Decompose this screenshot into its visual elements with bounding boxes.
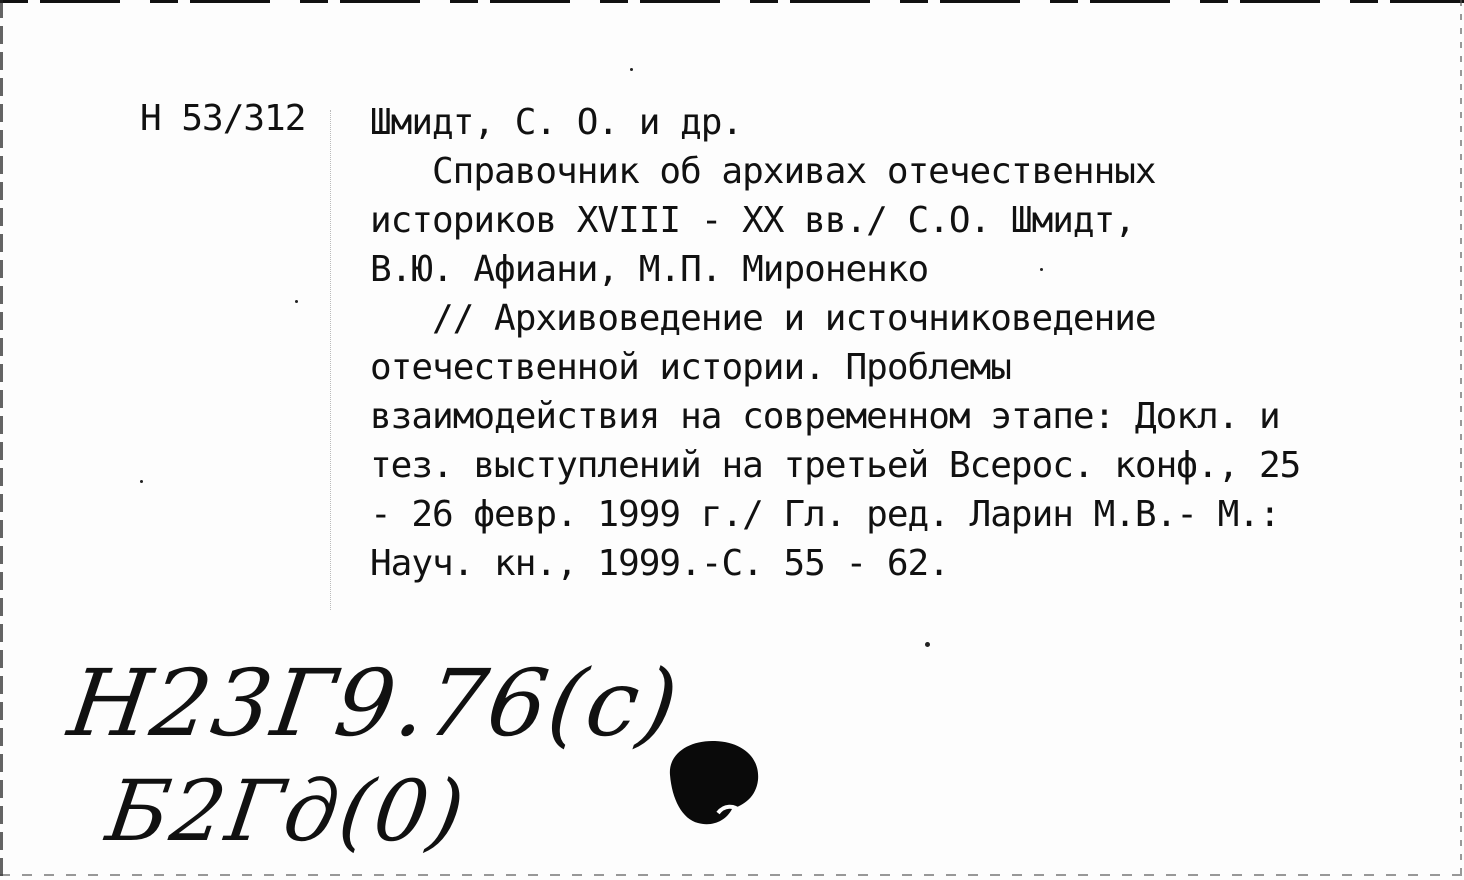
scan-border-left: [0, 0, 3, 880]
entry-line-source-cont: отечественной истории. Проблемы: [370, 347, 1011, 388]
scan-speck: [1040, 268, 1043, 271]
handwritten-classification-2: Б2Гд(0): [101, 762, 472, 860]
entry-line-date-editor: - 26 февр. 1999 г./ Гл. ред. Ларин М.В.- М.:: [370, 494, 1280, 535]
handwritten-classification: Н23Г9.76(с): [62, 650, 686, 757]
entry-line-source-cont2: взаимодействия на современном этапе: Докл. и: [370, 396, 1280, 437]
scan-speck: [140, 480, 143, 483]
entry-line-publisher-pages: Науч. кн., 1999.-С. 55 - 62.: [370, 543, 949, 584]
entry-line-author: Шмидт, С. О. и др.: [370, 102, 743, 143]
scan-border-right: [1460, 0, 1462, 880]
entry-line-title-cont: историков XVIII - XX вв./ С.О. Шмидт,: [370, 200, 1135, 241]
shelfmark: Н 53/312: [140, 98, 306, 139]
scan-border-top: [0, 0, 1464, 3]
scan-speck: [925, 642, 930, 647]
scan-speck: [630, 68, 633, 71]
punch-hole: [660, 735, 770, 835]
entry-line-conference: тез. выступлений на третьей Всерос. конф., 25: [370, 445, 1301, 486]
scan-speck: [295, 300, 298, 303]
scan-border-bottom: [0, 874, 1464, 876]
bibliographic-entry: [370, 98, 1310, 588]
margin-rule: [330, 110, 331, 610]
entry-line-source: // Архивоведение и источниковедение: [432, 298, 1156, 339]
entry-line-title: Справочник об архивах отечественных: [432, 151, 1156, 192]
entry-line-authors: В.Ю. Афиани, М.П. Мироненко: [370, 249, 929, 290]
